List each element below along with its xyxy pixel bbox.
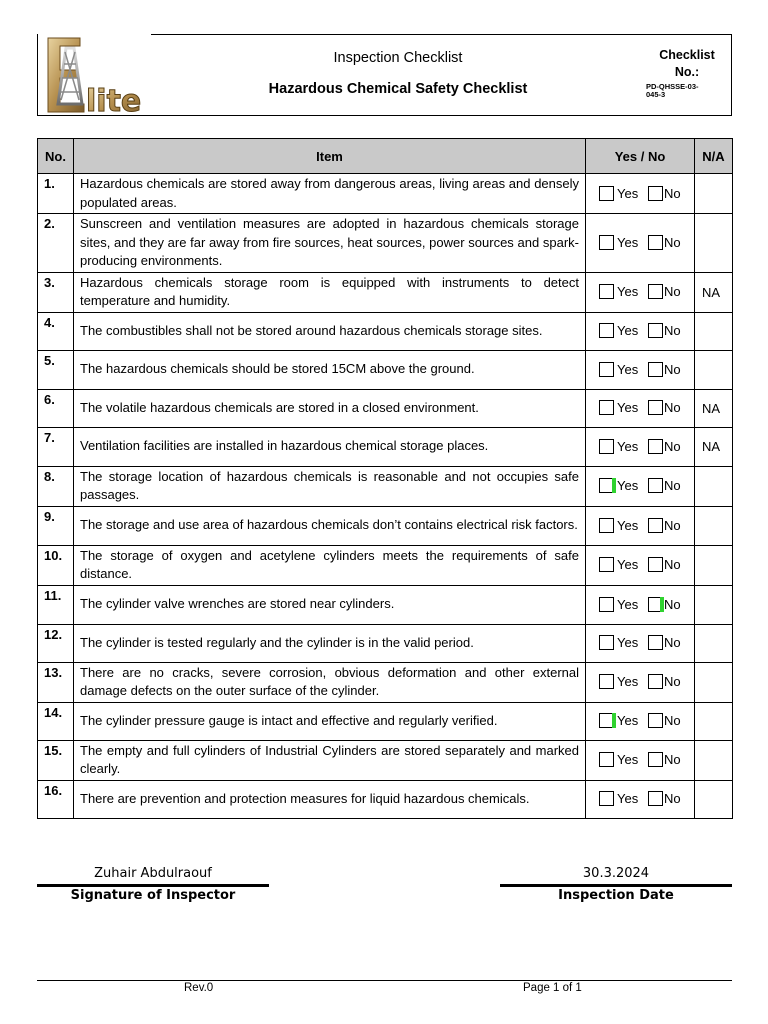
row-item-text: Ventilation facilities are installed in hazardous chemical storage places. [74, 427, 586, 466]
yes-checkbox[interactable] [599, 635, 614, 650]
yes-checkbox[interactable] [599, 284, 614, 299]
row-na-value: NA [695, 389, 733, 427]
table-row [38, 312, 733, 350]
inspection-date-label: Inspection Date [558, 888, 674, 903]
row-number: 6. [38, 389, 74, 427]
row-na-value [695, 466, 733, 506]
no-label: No [664, 234, 681, 250]
table-row [38, 506, 733, 545]
row-yes-no-cell [586, 466, 695, 506]
row-yes-no-cell [586, 389, 695, 427]
row-yes-no-cell [586, 272, 695, 312]
row-item-text: The storage of oxygen and acetylene cylinders meets the requirements of safe distance. [74, 545, 586, 585]
column-header-yes-no: Yes / No [586, 139, 695, 174]
no-checkbox[interactable] [648, 557, 663, 572]
no-label: No [664, 517, 681, 533]
yes-checkbox[interactable] [599, 235, 614, 250]
no-label: No [664, 478, 681, 493]
logo-text: lite [86, 84, 142, 116]
no-label: No [664, 752, 681, 767]
table-row [38, 389, 733, 427]
yes-label: Yes [617, 635, 639, 650]
yes-checkbox[interactable] [599, 597, 614, 612]
row-number: 16. [38, 780, 74, 818]
row-item-text: The empty and full cylinders of Industrial Cylinders are stored separately and marked clearly. [74, 740, 586, 780]
row-na-value: NA [695, 272, 733, 312]
no-label: No [664, 791, 681, 806]
yes-label: Yes [617, 438, 639, 454]
row-item-text: There are prevention and protection measures for liquid hazardous chemicals. [74, 780, 586, 818]
row-na-value [695, 702, 733, 740]
no-label: No [664, 400, 681, 415]
table-row [38, 545, 733, 585]
no-checkbox[interactable] [648, 713, 663, 728]
checklist-code: PD-QHSSE-03- 045-3 [646, 82, 699, 99]
table-row [38, 585, 733, 624]
company-logo [40, 34, 158, 116]
checklist-table [37, 138, 733, 819]
row-na-value [695, 740, 733, 780]
row-number: 7. [38, 427, 74, 466]
row-na-value [695, 780, 733, 818]
row-yes-no-cell [586, 214, 695, 273]
column-header-item: Item [74, 139, 586, 174]
yes-label: Yes [617, 185, 639, 201]
header-top-border [151, 34, 731, 35]
table-row [38, 174, 733, 214]
row-na-value [695, 506, 733, 545]
table-row [38, 780, 733, 818]
yes-label: Yes [617, 234, 639, 250]
row-number: 11. [38, 585, 74, 624]
table-row [38, 427, 733, 466]
row-item-text: The combustibles shall not be stored around hazardous chemicals storage sites. [74, 312, 586, 350]
yes-checkbox[interactable] [599, 752, 614, 767]
no-label: No [664, 438, 681, 454]
row-na-value [695, 624, 733, 662]
yes-checkbox[interactable] [599, 518, 614, 533]
row-number: 12. [38, 624, 74, 662]
row-number: 9. [38, 506, 74, 545]
row-yes-no-cell [586, 427, 695, 466]
yes-checkbox[interactable] [599, 557, 614, 572]
table-row [38, 702, 733, 740]
row-number: 1. [38, 174, 74, 214]
no-label: No [664, 713, 681, 728]
yes-checkbox[interactable] [599, 362, 614, 377]
yes-checkbox[interactable] [599, 186, 614, 201]
row-yes-no-cell [586, 740, 695, 780]
row-na-value [695, 174, 733, 214]
yes-label: Yes [617, 596, 639, 612]
yes-checkbox[interactable] [599, 400, 614, 415]
no-label: No [664, 185, 681, 201]
no-label: No [664, 557, 681, 572]
no-label: No [664, 674, 681, 689]
row-item-text: Hazardous chemicals storage room is equipped with instruments to detect temperature and humidity. [74, 272, 586, 312]
row-yes-no-cell [586, 702, 695, 740]
row-yes-no-cell [586, 662, 695, 702]
checklist-rows [38, 174, 733, 819]
no-checkbox[interactable] [648, 235, 663, 250]
row-yes-no-cell [586, 585, 695, 624]
row-item-text: There are no cracks, severe corrosion, obvious deformation and other external damage defects on the outer surface of the cylinder. [74, 662, 586, 702]
no-checkbox[interactable] [648, 362, 663, 377]
inspection-date-value: 30.3.2024 [582, 866, 650, 881]
row-number: 3. [38, 272, 74, 312]
row-yes-no-cell [586, 350, 695, 389]
table-row [38, 214, 733, 273]
logo-graphic [40, 34, 158, 116]
table-row [38, 740, 733, 780]
row-item-text: The cylinder is tested regularly and the cylinder is in the valid period. [74, 624, 586, 662]
table-row [38, 466, 733, 506]
row-number: 8. [38, 466, 74, 506]
no-label: No [664, 596, 681, 612]
no-label: No [664, 635, 681, 650]
no-label: No [664, 323, 681, 338]
yes-checkbox[interactable] [599, 323, 614, 338]
yes-checkbox[interactable] [599, 674, 614, 689]
row-item-text: Hazardous chemicals are stored away from dangerous areas, living areas and densely populated areas. [74, 174, 586, 214]
no-checkbox[interactable] [648, 186, 663, 201]
row-item-text: Sunscreen and ventilation measures are adopted in hazardous chemicals storage sites, and they are far away from fire sources, heat sources, power sources and spark-producing environments. [74, 214, 586, 273]
no-checkbox[interactable] [648, 323, 663, 338]
yes-label: Yes [617, 517, 639, 533]
no-checkbox[interactable] [648, 478, 663, 493]
table-row [38, 272, 733, 312]
yes-check-mark [612, 713, 616, 728]
revision-label: Rev.0 [184, 982, 214, 994]
row-yes-no-cell [586, 312, 695, 350]
row-item-text: The hazardous chemicals should be stored 15CM above the ground. [74, 350, 586, 389]
table-row [38, 662, 733, 702]
table-header-row [38, 139, 733, 174]
row-item-text: The volatile hazardous chemicals are stored in a closed environment. [74, 389, 586, 427]
row-yes-no-cell [586, 780, 695, 818]
column-header-no: No. [38, 139, 74, 174]
document-header [37, 34, 732, 116]
yes-label: Yes [617, 323, 639, 338]
row-yes-no-cell [586, 624, 695, 662]
yes-label: Yes [617, 752, 639, 767]
yes-check-mark [612, 478, 616, 493]
table-row [38, 624, 733, 662]
yes-checkbox[interactable] [599, 439, 614, 454]
row-na-value [695, 585, 733, 624]
page-number: Page 1 of 1 [523, 982, 582, 994]
no-checkbox[interactable] [648, 400, 663, 415]
row-number: 4. [38, 312, 74, 350]
row-number: 14. [38, 702, 74, 740]
row-na-value [695, 214, 733, 273]
row-na-value: NA [695, 427, 733, 466]
row-yes-no-cell [586, 174, 695, 214]
footer-divider [37, 980, 732, 981]
checklist-number-label: Checklist No.: [659, 48, 715, 79]
no-checkbox[interactable] [648, 439, 663, 454]
table-row [38, 350, 733, 389]
row-na-value [695, 350, 733, 389]
row-number: 10. [38, 545, 74, 585]
page-subtitle: Hazardous Chemical Safety Checklist [268, 81, 528, 97]
row-item-text: The cylinder valve wrenches are stored near cylinders. [74, 585, 586, 624]
row-yes-no-cell [586, 506, 695, 545]
no-checkbox[interactable] [648, 791, 663, 806]
row-item-text: The cylinder pressure gauge is intact and effective and regularly verified. [74, 702, 586, 740]
no-checkbox[interactable] [648, 674, 663, 689]
row-number: 15. [38, 740, 74, 780]
no-checkbox[interactable] [648, 284, 663, 299]
row-item-text: The storage and use area of hazardous chemicals don’t contains electrical risk factors. [74, 506, 586, 545]
yes-label: Yes [617, 791, 639, 806]
row-number: 13. [38, 662, 74, 702]
row-na-value [695, 312, 733, 350]
yes-label: Yes [617, 400, 639, 415]
row-na-value [695, 662, 733, 702]
row-number: 2. [38, 214, 74, 273]
inspection-date-line [500, 884, 732, 887]
column-header-na: N/A [695, 139, 733, 174]
page-title: Inspection Checklist [333, 50, 463, 66]
inspector-signature-line [37, 884, 269, 887]
no-label: No [664, 361, 681, 377]
yes-label: Yes [617, 674, 639, 689]
yes-label: Yes [617, 713, 639, 728]
no-checkbox[interactable] [648, 635, 663, 650]
yes-label: Yes [617, 557, 639, 572]
no-checkbox[interactable] [648, 752, 663, 767]
yes-checkbox[interactable] [599, 791, 614, 806]
row-na-value [695, 545, 733, 585]
row-yes-no-cell [586, 545, 695, 585]
no-checkbox[interactable] [648, 518, 663, 533]
inspector-name: Zuhair Abdulraouf [94, 866, 212, 881]
row-item-text: The storage location of hazardous chemicals is reasonable and not occupies safe passages. [74, 466, 586, 506]
no-check-mark [660, 597, 664, 612]
yes-label: Yes [617, 361, 639, 377]
yes-label: Yes [617, 478, 639, 493]
yes-label: Yes [617, 284, 639, 299]
row-number: 5. [38, 350, 74, 389]
inspector-signature-label: Signature of Inspector [70, 888, 236, 903]
no-label: No [664, 284, 681, 299]
